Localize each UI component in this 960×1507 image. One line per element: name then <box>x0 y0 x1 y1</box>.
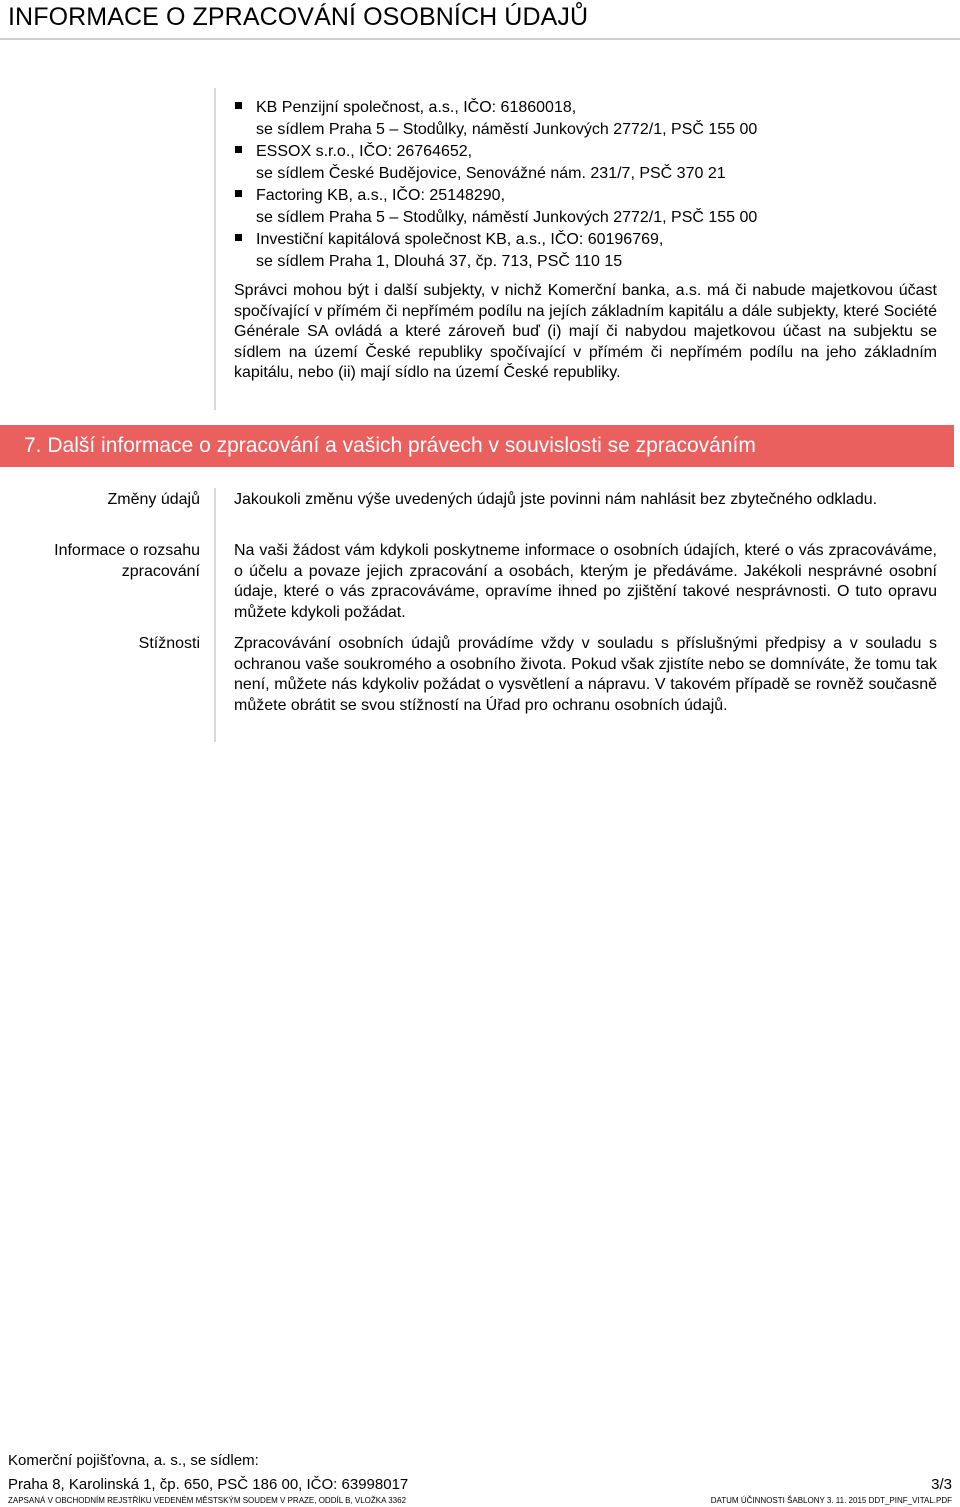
column-divider <box>214 488 216 742</box>
footer-validity: DATUM ÚČINNOSTI ŠABLONY 3. 11. 2015 DDT_PINF_VITAL.PDF <box>710 1496 952 1505</box>
list-item <box>234 97 934 141</box>
title-divider <box>0 38 960 40</box>
list-item <box>234 185 934 229</box>
footer-company: Komerční pojišťovna, a. s., se sídlem: <box>8 1452 259 1469</box>
page-title: INFORMACE O ZPRACOVÁNÍ OSOBNÍCH ÚDAJŮ <box>8 3 589 31</box>
administrator-address: se sídlem Praha 1, Dlouhá 37, čp. 713, PSČ 110 15 <box>256 253 623 270</box>
square-bullet-icon <box>235 102 242 109</box>
administrator-name: ESSOX s.r.o., IČO: 26764652, <box>256 143 473 160</box>
administrator-address: se sídlem České Budějovice, Senovážné nám. 231/7, PSČ 370 21 <box>256 165 726 182</box>
row-label-changes: Změny údajů <box>107 491 200 508</box>
square-bullet-icon <box>235 146 242 153</box>
administrator-name: Investiční kapitálová společnost KB, a.s., IČO: 60196769, <box>256 231 664 248</box>
footer-address: Praha 8, Karolinská 1, čp. 650, PSČ 186 00, IČO: 63998017 <box>8 1476 409 1493</box>
administrator-address: se sídlem Praha 5 – Stodůlky, náměstí Junkových 2772/1, PSČ 155 00 <box>256 121 758 138</box>
page-number: 3/3 <box>931 1476 952 1493</box>
row-label-complaints: Stížnosti <box>138 635 200 652</box>
column-divider <box>214 88 216 410</box>
row-text-complaints: Zpracovávání osobních údajů provádíme vždy v souladu s příslušnými předpisy a v souladu s ochranou vaše soukromého a osobního života. Pokud však zjistíte nebo se domníváte, že tomu tak není, můžete nás kdykoliv požádat o vysvětlení a nápravu. V takovém případě se rovněž současně můžete obrátit se svou stížností na Úřad pro ochranu osobních údajů. <box>234 635 937 714</box>
row-text-changes: Jakoukoli změnu výše uvedených údajů jste povinni nám nahlásit bez zbytečného odkladu. <box>234 491 878 508</box>
administrator-name: KB Penzijní společnost, a.s., IČO: 61860018, <box>256 99 577 116</box>
square-bullet-icon <box>235 234 242 241</box>
administrator-list <box>234 97 934 273</box>
other-administrators-paragraph: Správci mohou být i další subjekty, v nichž Komerční banka, a.s. má či nabude majetkovou účast spočívající v přímém či nepřímém podílu na jejích základním kapitálu a dále subjekty, které Société Générale SA ovládá a které zároveň buď (i) mají či nabydou majetkovou účast na subjektu se sídlem na území České republiky spočívající v přímém či nepřímém podílu na jeho základním kapitálu, nebo (ii) mají sídlo na území České republiky. <box>234 282 937 382</box>
administrator-address: se sídlem Praha 5 – Stodůlky, náměstí Junkových 2772/1, PSČ 155 00 <box>256 209 758 226</box>
list-item <box>234 141 934 185</box>
section-title: 7. Další informace o zpracování a vašich právech v souvislosti se zpracováním <box>24 434 756 457</box>
list-item <box>234 229 934 273</box>
administrator-name: Factoring KB, a.s., IČO: 25148290, <box>256 187 506 204</box>
square-bullet-icon <box>235 190 242 197</box>
row-label-information: Informace o rozsahu zpracování <box>54 542 200 580</box>
section-header <box>0 425 954 467</box>
row-text-information: Na vaši žádost vám kdykoli poskytneme informace o osobních údajích, které o vás zpracováváme, o účelu a povaze jejich zpracování a osobách, kterým je předáváme. Jakékoli nesprávné osobní údaje, které o vás zpracováváme, opravíme ihned po zjištění takové nesprávnosti. O tuto opravu můžete kdykoli požádat. <box>234 542 937 621</box>
footer-registry: ZAPSANÁ V OBCHODNÍM REJSTŘÍKU VEDENÉM MĚSTSKÝM SOUDEM V PRAZE, ODDÍL B, VLOŽKA 3362 <box>8 1496 407 1505</box>
